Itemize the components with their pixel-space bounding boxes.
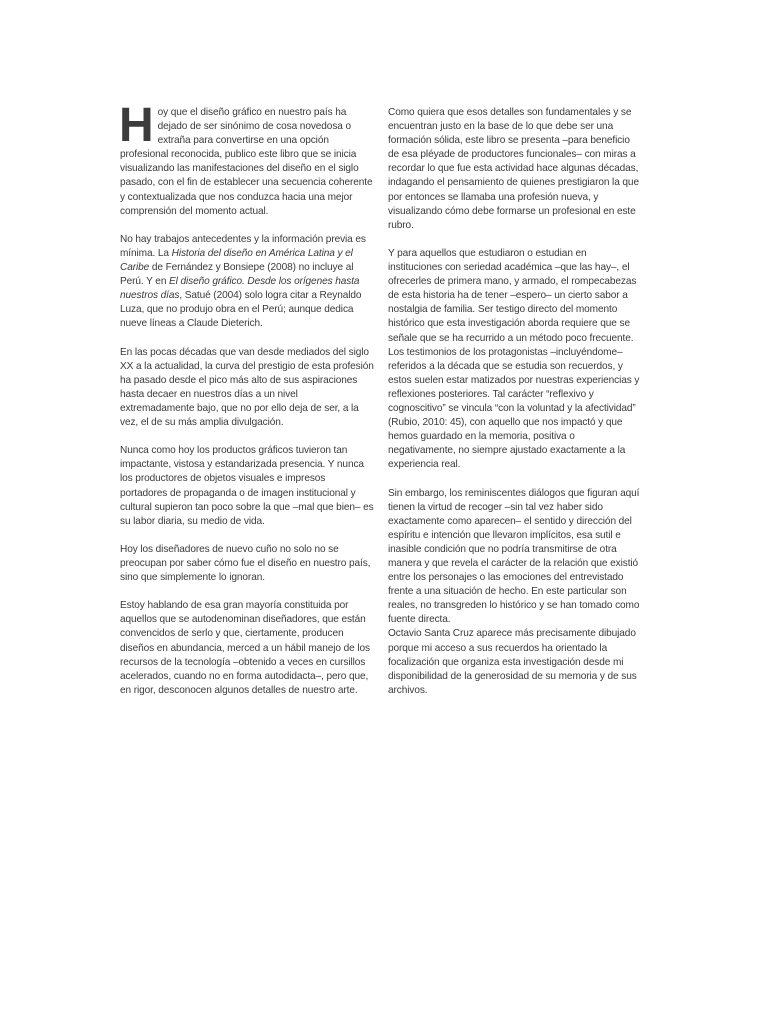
paragraph-santa-cruz: Octavio Santa Cruz aparece más precisamente dibujado porque mi acceso a sus recuerdos ha orientado la focalización que organiza esta investigación desde mi disponibilidad de la generosidad de su memoria y de sus archivos. xyxy=(388,628,637,696)
paragraph-prestigio: En las pocas décadas que van desde mediados del siglo XX a la actualidad, la curva del prestigio de esta profesión ha pasado desde el pico más alto de sus aspiraciones hasta decaer en nuestros días a un nivel extremadamente bajo, que no por ello deja de ser, a la vez, el de su más amplia divulgación. xyxy=(120,346,374,429)
book-title-italic: El diseño gráfico. Desde los orígenes hasta nuestros días xyxy=(120,276,360,302)
right-column xyxy=(388,106,642,712)
text-run: , Satué (2004) solo logra citar a Reynaldo Luza, que no produjo obra en el Perú; aunque dedica nueve líneas a Claude Dieterich. xyxy=(120,290,362,330)
left-column xyxy=(119,99,374,712)
text-run: de Fernández y Bonsiepe (2008) no incluye al Perú. Y en xyxy=(120,262,354,288)
paragraph-antecedentes xyxy=(120,233,374,332)
paragraph-instituciones: Y para aquellos que estudiaron o estudian en instituciones con seriedad académica –que las hay–, el ofrecerles de primera mano, y armado, el rompecabezas de esta historia ha de tener –espero– un cierto sabor a nostalgia de familia. Ser testigo directo del momento histórico que esta investigación aborda requiere que se señale que se ha recurrido a un método poco frecuente. Los testimonios de los protagonistas –incluyéndome– referidos a la década que se estudia son recuerdos, y estos suelen estar matizados por nuestras experiencias y reflexiones posteriores. Tal carácter “reflexivo y cognoscitivo” se vincula “con la voluntad y la afectividad” (Rubio, 2010: 45), con aquello que nos impactó y que hemos guardado en la memoria, positiva o negativamente, no siempre ajustado exactamente a la experiencia real. xyxy=(388,247,640,471)
drop-cap: H xyxy=(119,99,154,152)
paragraph-mayoria: Estoy hablando de esa gran mayoría constituida por aquellos que se autodenominan diseñadores, que están convencidos de serlo y que, ciertamente, producen diseños en abundancia, merced a un hábil manejo de los recursos de la tecnología –obtenido a veces en cursillos acelerados, cuando no en forma autodidacta–, pero que, en rigor, desconocen algunos detalles de nuestro arte. xyxy=(120,600,370,696)
paragraph-intro xyxy=(119,99,374,219)
text-run: No hay trabajos antecedentes y la información previa es mínima. La xyxy=(120,233,366,259)
book-title-italic: Historia del diseño en América Latina y el Caribe xyxy=(120,247,353,274)
paragraph-productos: Nunca como hoy los productos gráficos tuvieron tan impactante, vistosa y estandarizada presencia. Y nunca los productores de objetos visuales e impresos portadores de propaganda o de imagen institucional y cultural supieron tan poco sobre la que –mal que bien– es su labor diaria, su medio de vida. xyxy=(120,445,374,527)
paragraph-detalles: Como quiera que esos detalles son fundamentales y se encuentran justo en la base de lo que debe ser una formación sólida, este libro se presenta –para beneficio de esa pléyade de productores funcionales– con miras a recordar lo que fue esta actividad hace algunas décadas, indagando el pensamiento de quienes prestigiaron la que por entonces se llamaba una profesión nueva, y visualizando cómo debe formarse un profesional en este rubro. xyxy=(388,107,639,231)
paragraph-disenadores: Hoy los diseñadores de nuevo cuño no solo no se preocupan por saber cómo fue el diseño en nuestro país, sino que simplemente lo ignoran. xyxy=(120,543,371,584)
paragraph-dialogos: Sin embargo, los reminiscentes diálogos que figuran aquí tienen la virtud de recoger –sin tal vez haber sido exactamente como aparecen– el sentido y dirección del espíritu e intención que llevaron implícitos, esa sutil e inasible condición que no podría transmitirse de otra manera y que revela el carácter de la relación que existió entre los personajes o las emociones del entrevistado frente a una situación de hecho. En este particular son reales, no transgreden lo histórico y se han tomado como fuente directa. xyxy=(388,487,640,626)
paragraph-text: oy que el diseño gráfico en nuestro país ha dejado de ser sinónimo de cosa novedosa o extraña para convertirse en una opción profesional reconocida, publico este libro que se inicia visualizando las manifestaciones del diseño en el siglo pasado, con el fin de establecer una secuencia coherente y contextualizada que nos conduzca hacia una mejor comprensión del momento actual. xyxy=(120,107,373,217)
